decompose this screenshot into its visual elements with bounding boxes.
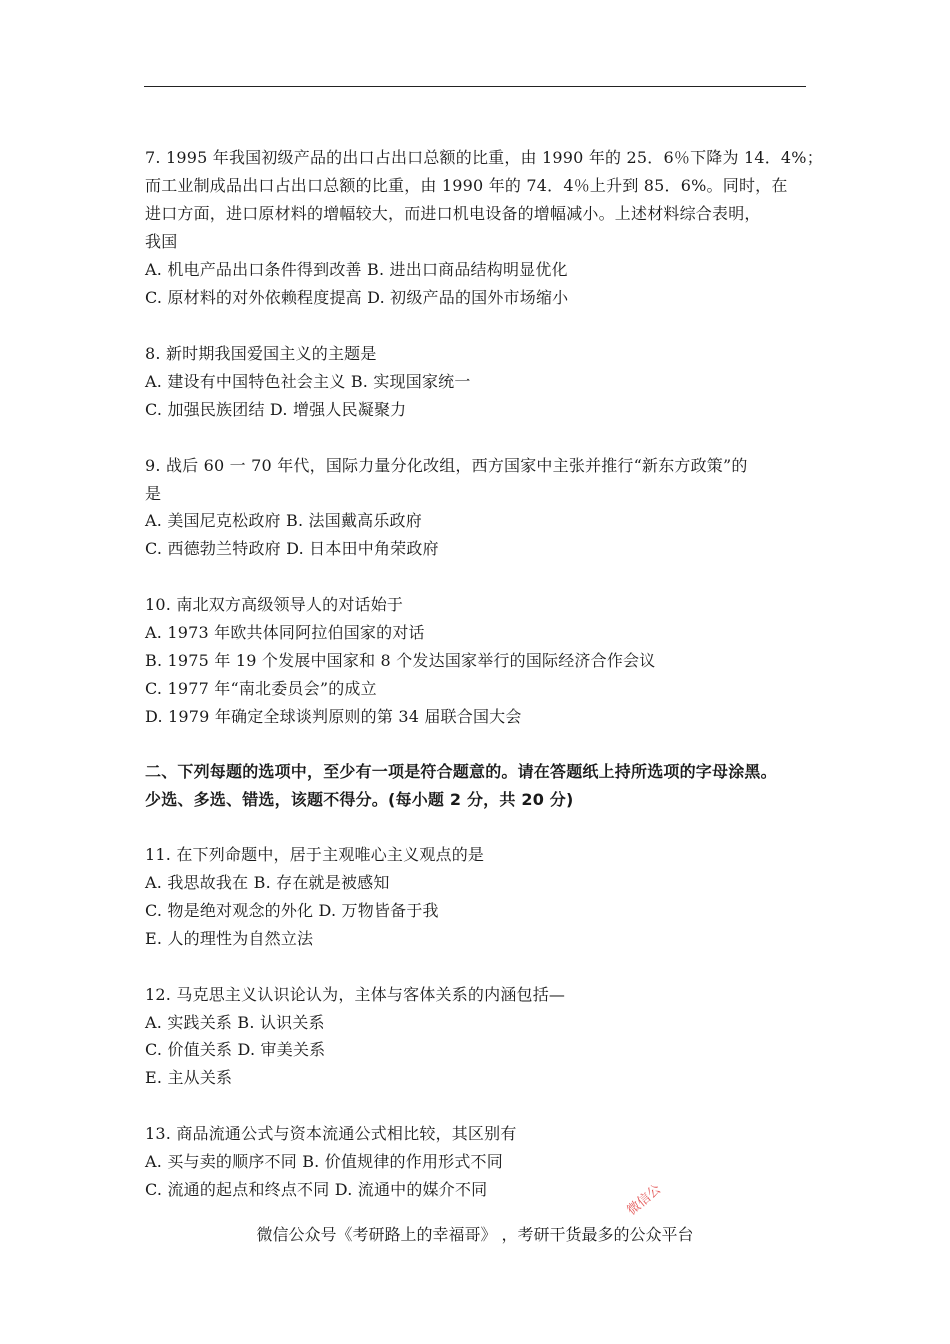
q12-option-e: E. 主从关系 [145,1068,233,1087]
q7-option-cd: C. 原材料的对外依赖程度提高 D. 初级产品的国外市场缩小 [145,288,569,307]
q7-stem-line-3: 进口方面，进口原材料的增幅较大，而进口机电设备的增幅减小。上述材料综合表明， [145,204,761,223]
q9-option-ab: A. 美国尼克松政府 B. 法国戴高乐政府 [145,511,422,530]
header-rule [144,86,806,87]
q8-option-ab: A. 建设有中国特色社会主义 B. 实现国家统一 [145,372,471,391]
section2-instructions-line-1: 二、下列每题的选项中，至少有一项是符合题意的。请在答题纸上持所选项的字母涂黑。 [145,762,777,781]
watermark-stamp: 微信公 [624,1181,665,1219]
q9-option-cd: C. 西德勃兰特政府 D. 日本田中角荣政府 [145,539,439,558]
q13-option-cd: C. 流通的起点和终点不同 D. 流通中的媒介不同 [145,1180,488,1199]
q7-option-ab: A. 机电产品出口条件得到改善 B. 进出口商品结构明显优化 [145,260,568,279]
q8-stem: 8. 新时期我国爱国主义的主题是 [145,344,377,363]
q11-option-ab: A. 我思故我在 B. 存在就是被感知 [145,873,390,892]
q10-option-b: B. 1975 年 19 个发展中国家和 8 个发达国家举行的国际经济合作会议 [145,651,656,670]
section2-instructions-line-2: 少选、多选、错选，该题不得分。(每小题 2 分，共 20 分) [145,790,574,809]
q7-stem-line-4: 我国 [145,232,178,251]
q7-stem-line-1: 7. 1995 年我国初级产品的出口占出口总额的比重，由 1990 年的 25．6％下降为 14．4%； [145,148,823,167]
q10-option-c: C. 1977 年“南北委员会”的成立 [145,679,377,698]
q7-stem-line-2: 而工业制成品出口占出口总额的比重，由 1990 年的 74．4％上升到 85．6%。同时，在 [145,176,788,195]
q9-stem-line-1: 9. 战后 60 一 70 年代，国际力量分化改组，西方国家中主张并推行“新东方政策”的 [145,456,748,475]
q13-stem: 13. 商品流通公式与资本流通公式相比较，其区别有 [145,1124,517,1143]
q9-stem-line-2: 是 [145,484,162,503]
q11-stem: 11. 在下列命题中，居于主观唯心主义观点的是 [145,845,485,864]
q13-option-ab: A. 买与卖的顺序不同 B. 价值规律的作用形式不同 [145,1152,503,1171]
q10-option-d: D. 1979 年确定全球谈判原则的第 34 届联合国大会 [145,707,522,726]
q8-option-cd: C. 加强民族团结 D. 增强人民凝聚力 [145,400,407,419]
q12-option-ab: A. 实践关系 B. 认识关系 [145,1013,325,1032]
q10-option-a: A. 1973 年欧共体同阿拉伯国家的对话 [145,623,425,642]
q12-stem: 12. 马克思主义认识论认为，主体与客体关系的内涵包括— [145,985,566,1004]
q11-option-e: E. 人的理性为自然立法 [145,929,314,948]
q12-option-cd: C. 价值关系 D. 审美关系 [145,1040,326,1059]
q10-stem: 10. 南北双方高级领导人的对话始于 [145,595,404,614]
q11-option-cd: C. 物是绝对观念的外化 D. 万物皆备于我 [145,901,439,920]
footer-promo-text: 微信公众号《考研路上的幸福哥》 ，考研干货最多的公众平台 [256,1225,694,1244]
